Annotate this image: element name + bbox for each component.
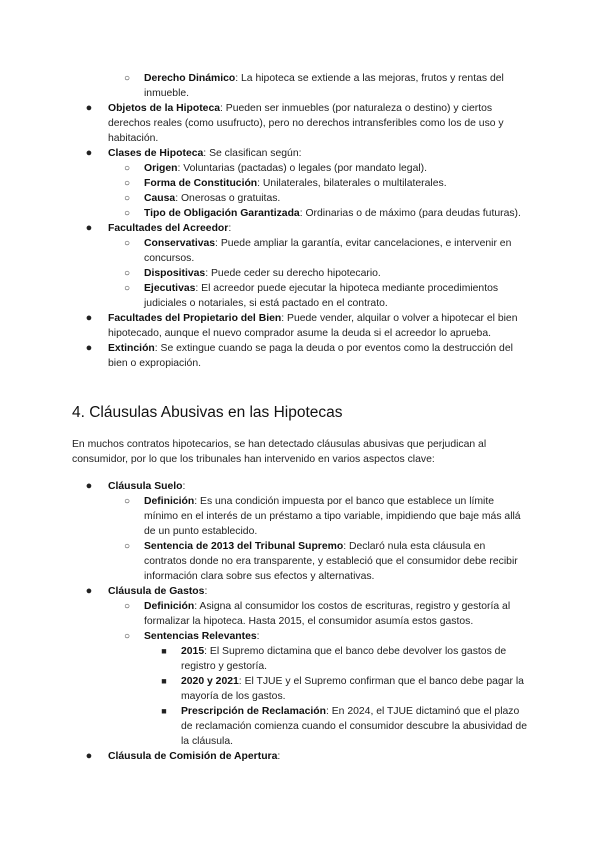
item-text: : Puede ceder su derecho hipotecario.: [205, 268, 381, 279]
item-label: 2015: [181, 646, 205, 657]
list-item-extincion: [0, 341, 600, 371]
filled-circle-bullet-icon: ●: [85, 750, 93, 762]
hollow-circle-bullet-icon: ○: [123, 268, 131, 279]
hollow-circle-bullet-icon: ○: [123, 601, 131, 612]
item-text: : Declaró nula esta cláusula en contratos donde no era transparente, y estableció que el consumidor debe recibir información clara sobre sus efectos y alternativas.: [144, 541, 518, 582]
item-label: Definición: [144, 496, 195, 507]
item-text: :: [256, 631, 260, 642]
item-label: Cláusula Suelo: [108, 481, 183, 492]
list-item-facultades-propietario: [0, 311, 600, 341]
item-label: Definición: [144, 601, 195, 612]
item-text: : El Supremo dictamina que el banco debe devolver los gastos de registro y gestoría.: [181, 646, 507, 672]
item-label: Prescripción de Reclamación: [181, 706, 326, 717]
item-text: : La hipoteca se extiende a las mejoras, frutos y rentas del inmueble.: [144, 73, 504, 99]
hollow-circle-bullet-icon: ○: [123, 541, 131, 552]
item-label: Facultades del Acreedor: [108, 223, 229, 234]
filled-circle-bullet-icon: ●: [85, 312, 93, 324]
list-item-sentencia-2015: [0, 644, 600, 674]
mortgage-features-list: [0, 71, 600, 371]
hollow-circle-bullet-icon: ○: [123, 283, 131, 294]
section-intro: En muchos contratos hipotecarios, se han detectado cláusulas abusivas que perjudican al consumidor, por lo que los tribunales han intervenido en varios aspectos clave:: [72, 439, 487, 465]
list-item-comision-apertura: [0, 749, 600, 764]
filled-circle-bullet-icon: ●: [85, 585, 93, 597]
filled-circle-bullet-icon: ●: [85, 222, 93, 234]
list-item-derecho-dinamico: [0, 71, 600, 101]
list-item-tipo-obligacion: [0, 206, 600, 221]
list-item-clases: [0, 146, 600, 161]
list-item-prescripcion: [0, 704, 600, 749]
item-text: :: [277, 751, 281, 762]
item-label: Origen: [144, 163, 178, 174]
item-text: :: [228, 223, 232, 234]
item-label: Facultades del Propietario del Bien: [108, 313, 282, 324]
square-bullet-icon: ■: [161, 706, 167, 716]
hollow-circle-bullet-icon: ○: [123, 238, 131, 249]
item-text: : Se extingue cuando se paga la deuda o por eventos como la destrucción del bien o expropiación.: [108, 343, 513, 369]
item-text: : Asigna al consumidor los costos de escrituras, registro y gestoría al formalizar la hipoteca. Hasta 2015, el consumidor asumía estos gastos.: [144, 601, 511, 627]
hollow-circle-bullet-icon: ○: [123, 163, 131, 174]
hollow-circle-bullet-icon: ○: [123, 631, 131, 642]
list-item-forma: [0, 176, 600, 191]
item-text: : Pueden ser inmuebles (por naturaleza o destino) y ciertos derechos reales (como usufructo), pero no derechos intransferibles como los de uso y habitación.: [108, 103, 504, 144]
item-label: Causa: [144, 193, 176, 204]
hollow-circle-bullet-icon: ○: [123, 496, 131, 507]
item-label: Cláusula de Gastos: [108, 586, 205, 597]
hollow-circle-bullet-icon: ○: [123, 178, 131, 189]
list-item-ejecutivas: [0, 281, 600, 311]
list-item-gastos-definicion: [0, 599, 600, 629]
list-item-clausula-gastos: [0, 584, 600, 599]
list-item-suelo-definicion: [0, 494, 600, 539]
item-text: : Puede ampliar la garantía, evitar cancelaciones, e intervenir en concursos.: [144, 238, 512, 264]
item-text: : El TJUE y el Supremo confirman que el banco debe pagar la mayoría de los gastos.: [181, 676, 524, 702]
item-text: : Se clasifican según:: [203, 148, 302, 159]
list-item-sentencia-2020-2021: [0, 674, 600, 704]
list-item-facultades-acreedor: [0, 221, 600, 236]
item-label: Dispositivas: [144, 268, 206, 279]
item-text: : Voluntarias (pactadas) o legales (por mandato legal).: [177, 163, 428, 174]
abusive-clauses-list: [0, 479, 600, 764]
hollow-circle-bullet-icon: ○: [123, 208, 131, 219]
square-bullet-icon: ■: [161, 676, 167, 686]
item-label: Clases de Hipoteca: [108, 148, 204, 159]
item-text: : Puede vender, alquilar o volver a hipotecar el bien hipotecado, aunque el nuevo comprador asume la deuda si el acreedor lo aprueba.: [108, 313, 518, 339]
list-item-conservativas: [0, 236, 600, 266]
hollow-circle-bullet-icon: ○: [123, 193, 131, 204]
item-text: :: [182, 481, 186, 492]
item-label: Extinción: [108, 343, 155, 354]
item-label: Objetos de la Hipoteca: [108, 103, 221, 114]
item-label: 2020 y 2021: [181, 676, 239, 687]
item-label: Cláusula de Comisión de Apertura: [108, 751, 278, 762]
item-text: :: [204, 586, 208, 597]
hollow-circle-bullet-icon: ○: [123, 73, 131, 84]
item-label: Ejecutivas: [144, 283, 196, 294]
square-bullet-icon: ■: [161, 646, 167, 656]
list-item-origen: [0, 161, 600, 176]
item-text: : Unilaterales, bilaterales o multilaterales.: [257, 178, 447, 189]
list-item-clausula-suelo: [0, 479, 600, 494]
item-text: : Es una condición impuesta por el banco que establece un límite mínimo en el interés de un préstamo a tipo variable, impidiendo que baje más allá de un punto establecido.: [144, 496, 521, 537]
list-item-dispositivas: [0, 266, 600, 281]
item-label: Sentencia de 2013 del Tribunal Supremo: [144, 541, 344, 552]
item-label: Tipo de Obligación Garantizada: [144, 208, 300, 219]
item-label: Derecho Dinámico: [144, 73, 236, 84]
filled-circle-bullet-icon: ●: [85, 342, 93, 354]
item-text: : En 2024, el TJUE dictaminó que el plazo de reclamación comienza cuando el consumidor descubre la abusividad de la cláusula.: [181, 706, 527, 747]
list-item-causa: [0, 191, 600, 206]
list-item-objetos: [0, 101, 600, 146]
section-heading: 4. Cláusulas Abusivas en las Hipotecas: [72, 404, 343, 421]
filled-circle-bullet-icon: ●: [85, 102, 93, 114]
item-label: Sentencias Relevantes: [144, 631, 257, 642]
list-item-sentencias-relevantes: [0, 629, 600, 644]
item-label: Conservativas: [144, 238, 216, 249]
item-label: Forma de Constitución: [144, 178, 258, 189]
item-text: : Onerosas o gratuitas.: [175, 193, 281, 204]
list-item-suelo-sentencia: [0, 539, 600, 584]
item-text: : El acreedor puede ejecutar la hipoteca mediante procedimientos judiciales o notariales, si está pactado en el contrato.: [144, 283, 499, 309]
item-text: : Ordinarias o de máximo (para deudas futuras).: [299, 208, 521, 219]
filled-circle-bullet-icon: ●: [85, 147, 93, 159]
filled-circle-bullet-icon: ●: [85, 480, 93, 492]
